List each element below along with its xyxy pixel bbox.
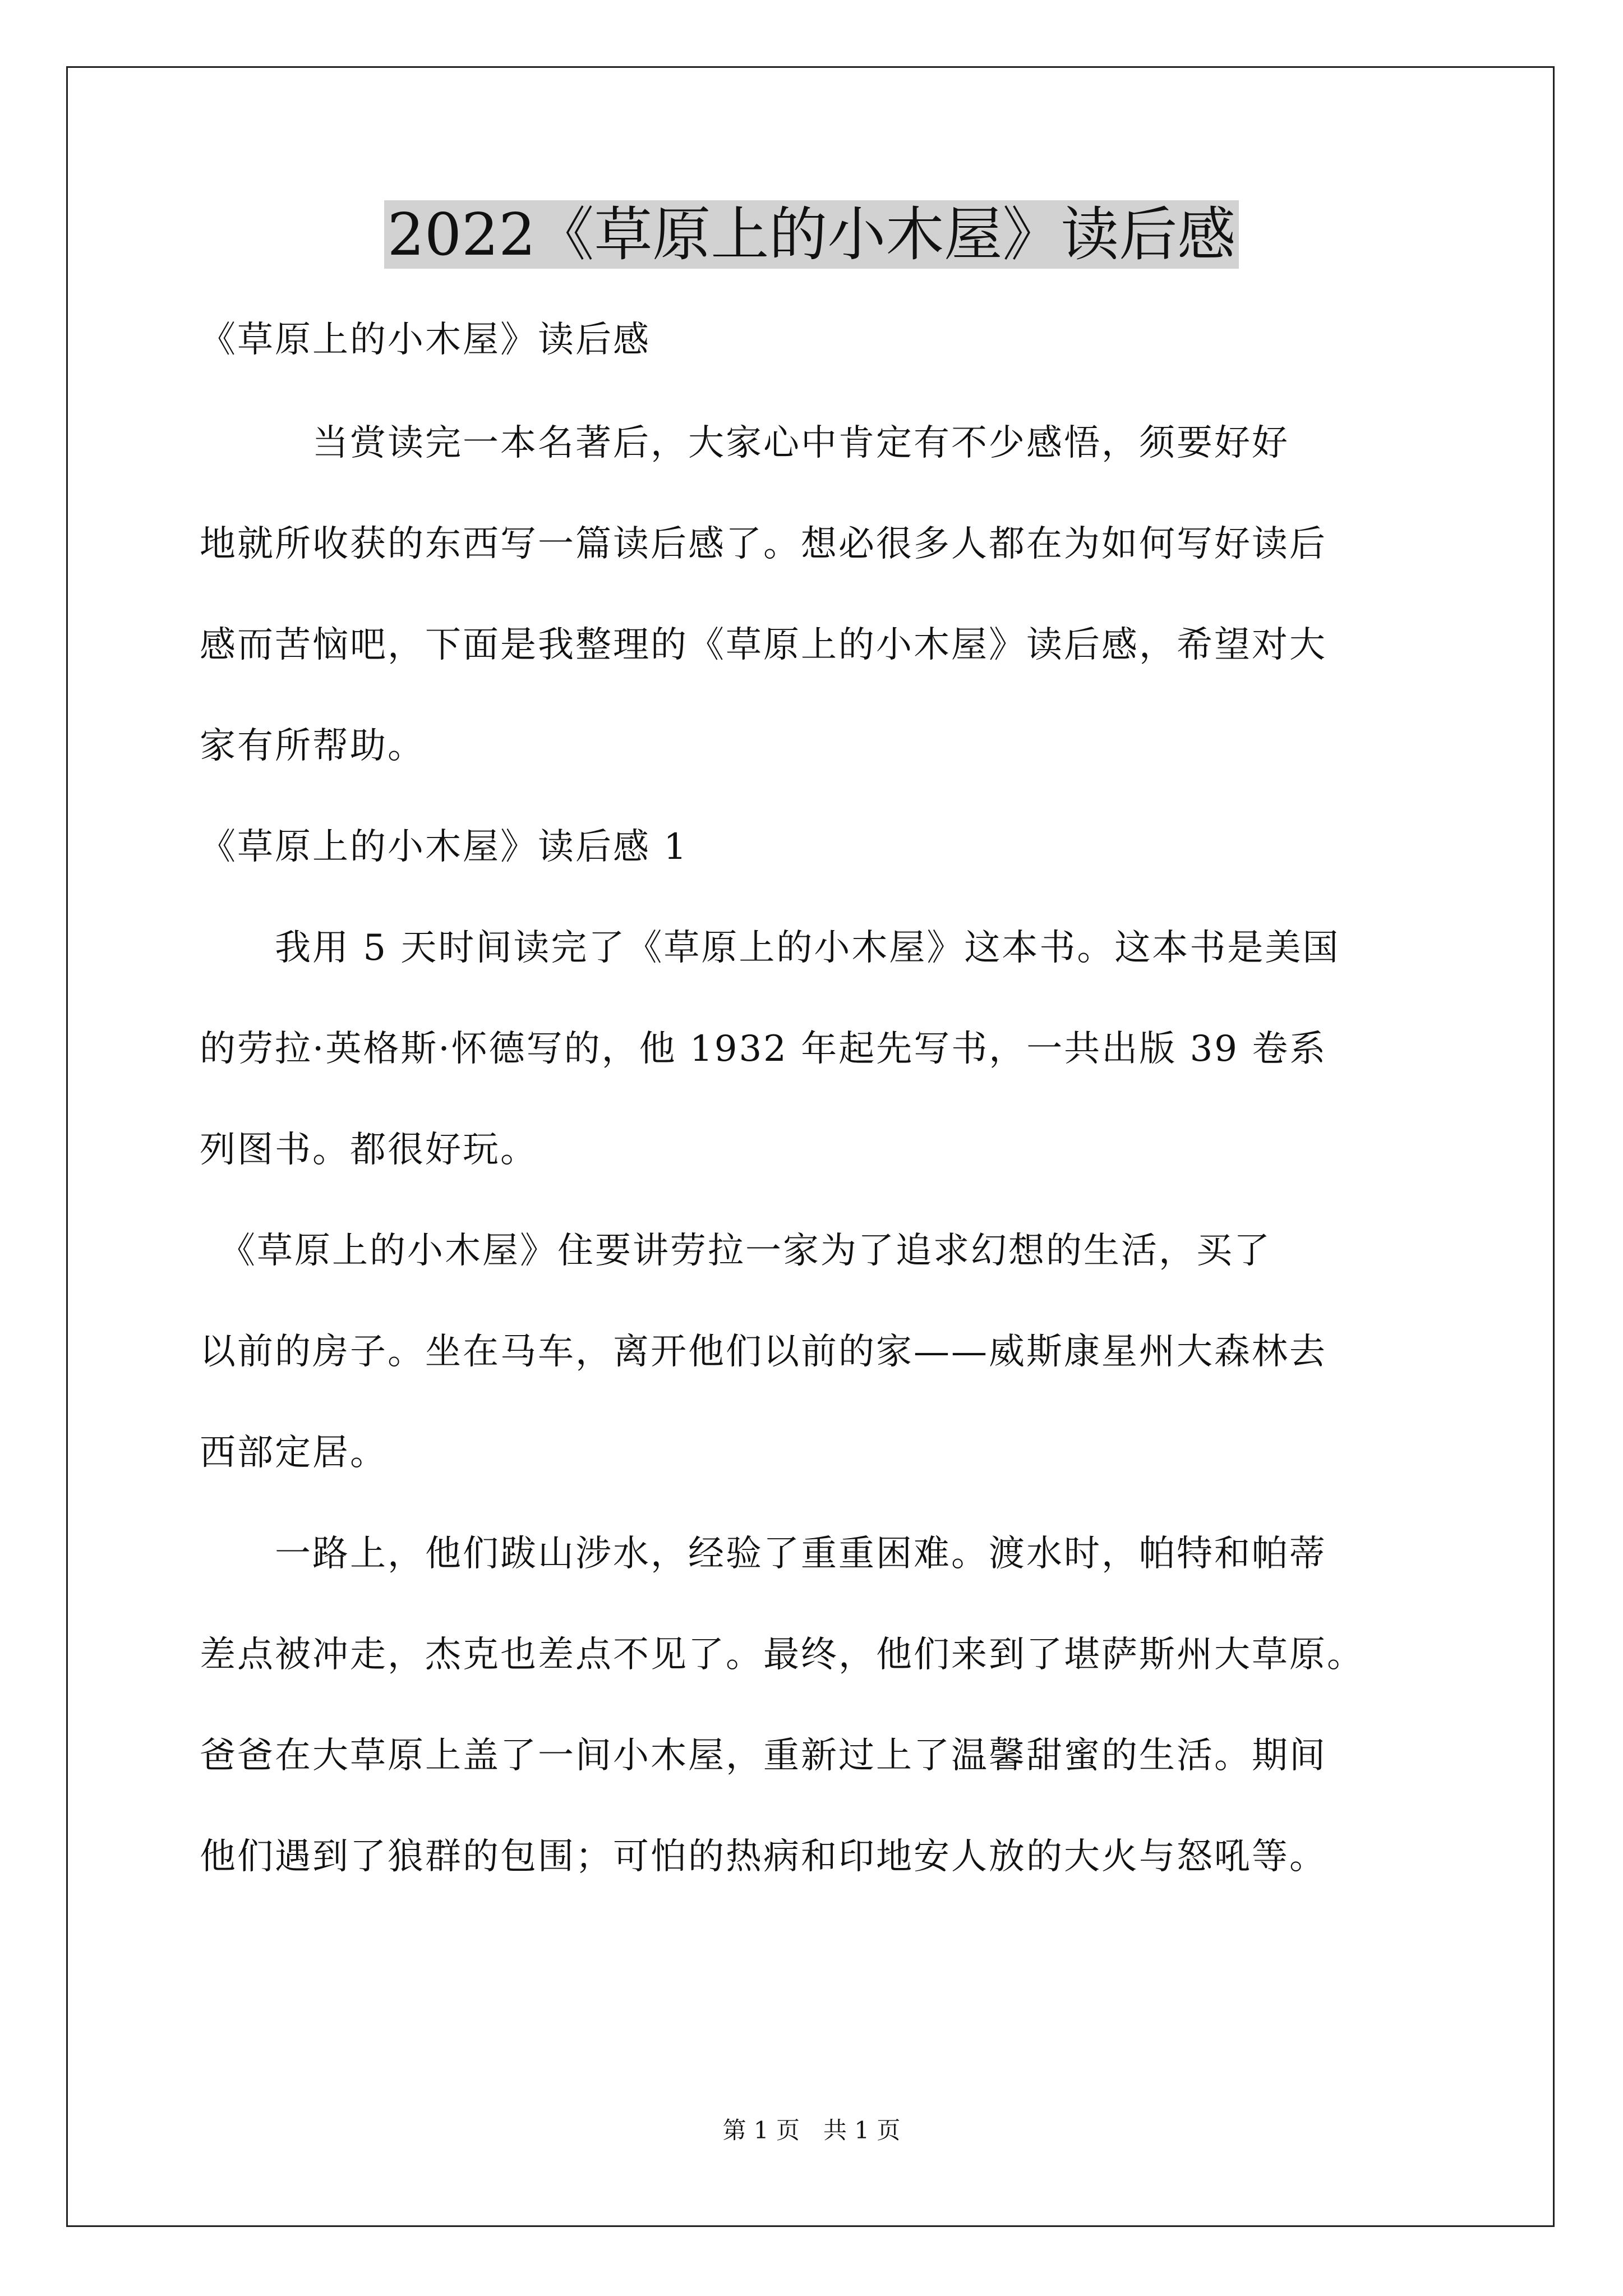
body-line-6: 我用 5 天时间读完了《草原上的小木屋》这本书。这本书是美国: [200, 927, 1340, 969]
body-line-9: 《草原上的小木屋》住要讲劳拉一家为了追求幻想的生活，买了: [200, 1230, 1271, 1272]
body-line-10: 以前的房子。坐在马车，离开他们以前的家——威斯康星州大森林去: [200, 1331, 1327, 1373]
subtitle-line: 《草原上的小木屋》读后感: [200, 319, 651, 361]
body-line-12: 一路上，他们跋山涉水，经验了重重困难。渡水时，帕特和帕蒂: [200, 1533, 1327, 1575]
document-title: [0, 195, 1623, 274]
body-line-1: 当赏读完一本名著后，大家心中肯定有不少感悟，须要好好: [200, 422, 1289, 464]
body-line-11: 西部定居。: [200, 1432, 388, 1474]
body-line-13: 差点被冲走，杰克也差点不见了。最终，他们来到了堪萨斯州大草原。: [200, 1634, 1364, 1676]
body-line-2: 地就所收获的东西写一篇读后感了。想必很多人都在为如何写好读后: [200, 523, 1327, 565]
body-line-14: 爸爸在大草原上盖了一间小木屋，重新过上了温馨甜蜜的生活。期间: [200, 1735, 1327, 1777]
body-line-3: 感而苦恼吧，下面是我整理的《草原上的小木屋》读后感，希望对大: [200, 624, 1327, 666]
body-line-7: 的劳拉·英格斯·怀德写的，他 1932 年起先写书，一共出版 39 卷系: [200, 1028, 1327, 1070]
document-title-text: 2022《草原上的小木屋》读后感: [384, 200, 1239, 269]
body-line-4: 家有所帮助。: [200, 725, 425, 767]
page-footer: 第 1 页 共 1 页: [722, 2116, 901, 2144]
section-heading-1: 《草原上的小木屋》读后感 1: [200, 826, 689, 868]
body-line-15: 他们遇到了狼群的包围；可怕的热病和印地安人放的大火与怒吼等。: [200, 1836, 1327, 1878]
body-line-8: 列图书。都很好玩。: [200, 1129, 538, 1171]
